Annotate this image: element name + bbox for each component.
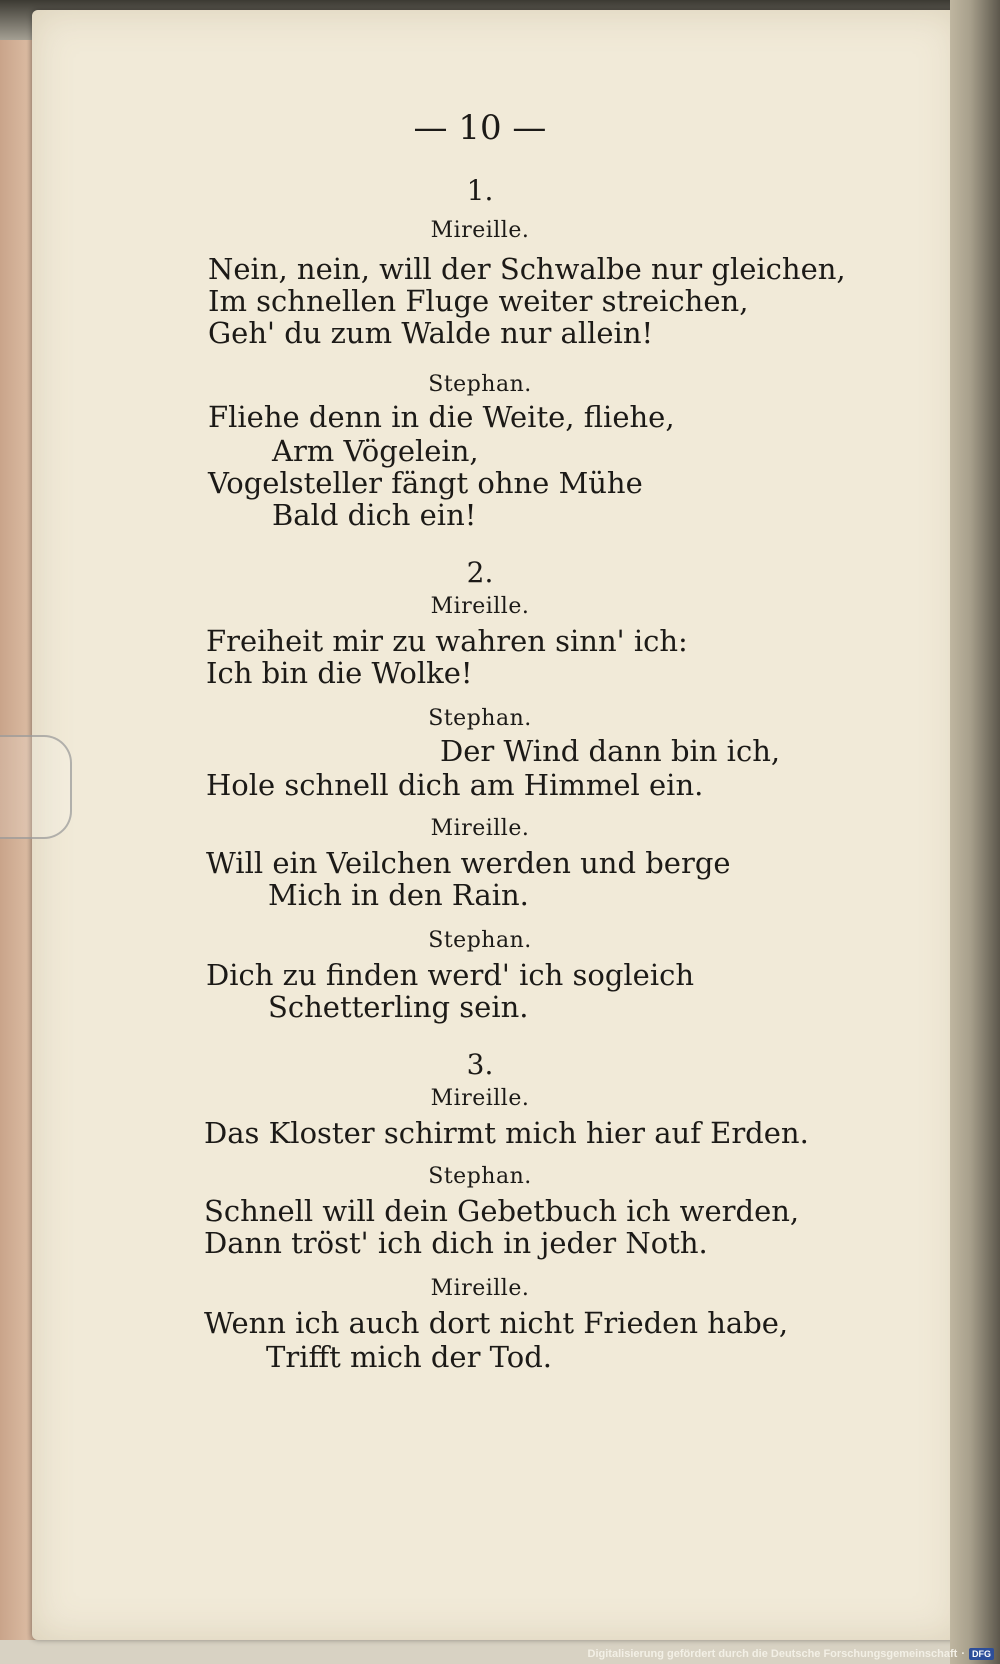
speaker-label: Stephan. — [428, 928, 532, 953]
verse-line: Vogelsteller fängt ohne Mühe — [208, 466, 643, 500]
stanza-number: 1. — [466, 174, 494, 207]
credit-text: Digitalisierung gefördert durch die Deutsche Forschungsgemeinschaft — [587, 1648, 958, 1660]
verse-line: Dann tröst' ich dich in jeder Noth. — [204, 1226, 708, 1260]
verse-line: Hole schnell dich am Himmel ein. — [206, 768, 704, 802]
verse-line: Bald dich ein! — [272, 498, 477, 532]
verse-line: Das Kloster schirmt mich hier auf Erden. — [204, 1116, 809, 1150]
stanza-number: 3. — [466, 1048, 494, 1081]
speaker-label: Mireille. — [430, 816, 530, 841]
verse-line: Nein, nein, will der Schwalbe nur gleichen, — [208, 252, 846, 286]
speaker-label: Stephan. — [428, 372, 532, 397]
verse-line: Im schnellen Fluge weiter streichen, — [208, 284, 749, 318]
verse-line: Schnell will dein Gebetbuch ich werden, — [204, 1194, 800, 1228]
dfg-logo: DFG — [969, 1648, 994, 1660]
verse-line: Will ein Veilchen werden und berge — [206, 846, 731, 880]
speaker-label: Mireille. — [430, 1086, 530, 1111]
page-number: — 10 — — [413, 108, 547, 148]
verse-line: Wenn ich auch dort nicht Frieden habe, — [204, 1306, 789, 1340]
verse-line: Freiheit mir zu wahren sinn' ich: — [206, 624, 688, 658]
verse-line: Arm Vögelein, — [272, 434, 479, 468]
verse-line: Ich bin die Wolke! — [206, 656, 473, 690]
verse-line: Dich zu finden werd' ich sogleich — [206, 958, 695, 992]
verse-line: Schetterling sein. — [268, 990, 529, 1024]
verse-line: Mich in den Rain. — [268, 878, 529, 912]
stanza-number: 2. — [466, 556, 494, 589]
verse-line: Trifft mich der Tod. — [266, 1340, 553, 1374]
verse-line: Fliehe denn in die Weite, fliehe, — [208, 400, 675, 434]
digitization-credit: Digitalisierung gefördert durch die Deutsche Forschungsgemeinschaft · DFG — [588, 1648, 994, 1660]
verse-line: Der Wind dann bin ich, — [440, 734, 781, 768]
speaker-label: Stephan. — [428, 706, 532, 731]
speaker-label: Mireille. — [430, 1276, 530, 1301]
speaker-label: Stephan. — [428, 1164, 532, 1189]
speaker-label: Mireille. — [430, 218, 530, 243]
speaker-label: Mireille. — [430, 594, 530, 619]
verse-line: Geh' du zum Walde nur allein! — [208, 316, 654, 350]
